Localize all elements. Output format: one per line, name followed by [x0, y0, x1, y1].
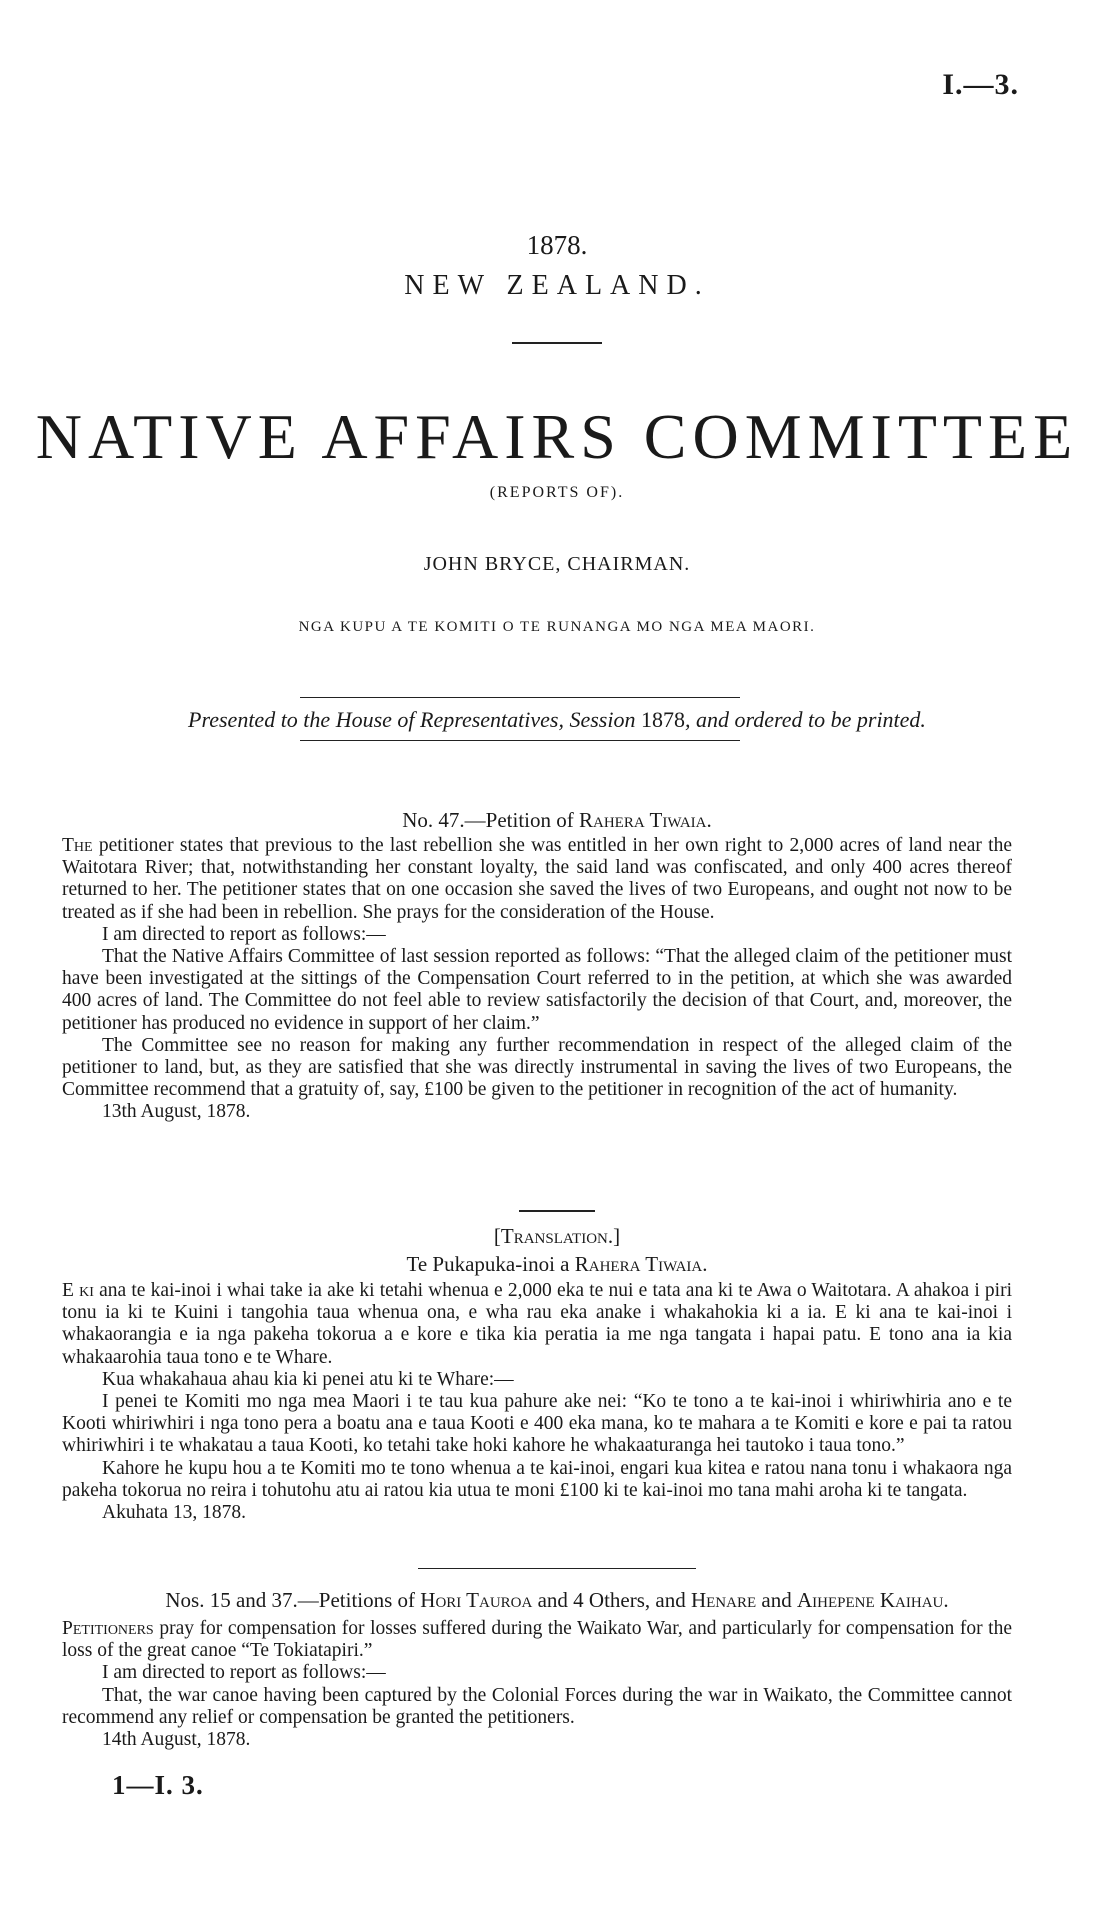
translation-label	[0, 1224, 1114, 1249]
section-divider-1	[519, 1210, 595, 1212]
petition-15-37-body	[62, 1618, 1012, 1751]
translation-body	[62, 1280, 1012, 1524]
presented-line	[0, 707, 1114, 733]
petition-47-paragraph-2: I am directed to report as follows:—	[102, 923, 386, 945]
report-year: 1878.	[526, 230, 588, 260]
document-title: NATIVE AFFAIRS COMMITTEE	[35, 401, 1079, 472]
translation-petitioner-name: Rahera Tiwaia.	[574, 1252, 708, 1276]
petition-15-37-lead-word: Petitioners	[62, 1618, 154, 1639]
translation-lead-word: E ki	[62, 1280, 94, 1301]
petition-47-heading	[0, 808, 1114, 833]
translation-paragraph-4: Kahore he kupu hou a te Komiti mo te tono whenua a te kai-inoi, engari kua kitea e ratou nana tonu i whakaora nga pakeha tokorua no reira i tohutohu atu ai ratou kia utua te moni £100 ki te kai-inoi mo tana mahi aroha ki te tangata.	[62, 1457, 1012, 1501]
translation-date: Akuhata 13, 1878.	[102, 1502, 247, 1524]
translation-paragraph-1	[62, 1280, 1012, 1369]
presented-text-a: Presented to the House of Representatives, Session	[188, 707, 641, 732]
translation-heading	[0, 1252, 1114, 1277]
petition-47-lead-word: The	[62, 835, 93, 856]
translation-heading-text: Te Pukapuka-inoi a	[406, 1252, 575, 1276]
petition-47-petitioner-name: Rahera Tiwaia.	[578, 808, 712, 832]
section-divider-2	[418, 1568, 696, 1569]
petition-15-37-heading-b: and 4 Others, and	[532, 1588, 691, 1612]
maori-title: NGA KUPU A TE KOMITI O TE RUNANGA MO NGA MEA MAORI.	[298, 619, 816, 635]
chairman-line: JOHN BRYCE, CHAIRMAN.	[423, 553, 691, 575]
signature-mark: 1—I. 3.	[112, 1770, 204, 1800]
petition-47-paragraph-4: The Committee see no reason for making any further recommendation in respect of the alleged claim of the petitioner to land, but, as they are satisfied that she was directly instrumental in saving the lives of two Europeans, the Committee recommend that a gratuity of, say, £100 be given to the petitioner in recognition of the act of humanity.	[62, 1034, 1012, 1101]
petition-47-body	[62, 835, 1012, 1124]
petition-15-37-paragraph-3: That, the war canoe having been captured by the Colonial Forces during the war in Waikato, the Committee cannot recommend any relief or compensation be granted the petitioners.	[62, 1684, 1012, 1728]
petition-15-37-date: 14th August, 1878.	[102, 1729, 251, 1751]
petition-15-37-heading-a: Nos. 15 and 37.—Petitions of	[165, 1588, 421, 1612]
petition-47-paragraph-3: That the Native Affairs Committee of last session reported as follows: “That the alleged claim of the petitioner must have been investigated at the sittings of the Compensation Court referred to in the petition, at which she was awarded 400 acres of land. The Committee do not feel able to review satisfactorily the decision of that Court, and, moreover, the petitioner has produced no evidence in support of her claim.”	[62, 946, 1012, 1034]
title-divider-short	[512, 342, 602, 344]
petition-15-37-paragraph-1-text: pray for compensation for losses suffered during the Waikato War, and particularly for compensation for the loss of the great canoe “Te Tokiatapiri.”	[62, 1618, 1012, 1662]
document-subtitle: (REPORTS OF).	[489, 484, 625, 501]
translation-label-text: [Translation.]	[493, 1224, 621, 1248]
petition-47-paragraph-1-text: petitioner states that previous to the last rebellion she was entitled in her own right to 2,000 acres of land near the Waitotara River; that, notwithstanding her constant loyalty, the said land was confiscated, and only 400 acres thereof returned to her. The petitioner states that on one occasion she saved the lives of two Europeans, and ought not now to be treated as if she had been in rebellion. She prays for the consideration of the House.	[62, 835, 1012, 923]
country-heading: NEW ZEALAND.	[404, 270, 710, 301]
translation-paragraph-2: Kua whakahaua ahau kia ki penei atu ki te Whare:—	[102, 1368, 514, 1390]
petition-15-37-heading	[0, 1588, 1114, 1613]
petitioner-name-3: Aihepene Kaihau.	[796, 1588, 949, 1612]
page-reference: I.—3.	[942, 68, 1019, 101]
presented-text-b: , and ordered to be printed.	[684, 707, 926, 732]
petitioner-name-1: Hori Tauroa	[420, 1588, 533, 1612]
petition-15-37-heading-c: and	[756, 1588, 797, 1612]
translation-paragraph-1-text: ana te kai-inoi i whai take ia ake ki tetahi whenua e 2,000 eka te nui e tata ana ki te Awa o Waitotara. A ahakoa i piri tonu ia ki te Kuini i tangohia taua whenua ona, e wha rau eka anake i whakahokia ki a ia. E ki ana te kai-inoi i whakaorangia e ia nga pakeha tokorua a e kore e tika kia peratia ia me nga tangata i hapai patu. E tono ana ia kia whakaarohia taua tono e te Whare.	[62, 1280, 1013, 1368]
petition-47-paragraph-1	[62, 835, 1012, 924]
petitioner-name-2: Henare	[690, 1588, 757, 1612]
petition-15-37-paragraph-2: I am directed to report as follows:—	[102, 1662, 386, 1684]
presented-session-year: 1878	[640, 707, 685, 732]
presented-divider-bottom	[300, 740, 740, 741]
translation-paragraph-3: I penei te Komiti mo nga mea Maori i te tau kua pahure ake nei: “Ko te tono a te kai-inoi i whiriwhiria ano e te Kooti whiriwhiri i nga tono pera a boatu ana e taua Kooti e 400 eka mana, ko te mahara a te Komiti e kore e pai ta ratou whiriwhiri i te whakatau a taua Kooti, ko tetahi take hoki kahore he whakaaturanga hei tautoko i taua tono.”	[62, 1391, 1012, 1457]
petition-47-date: 13th August, 1878.	[102, 1101, 251, 1123]
petition-15-37-paragraph-1	[62, 1618, 1012, 1662]
presented-divider-top	[300, 697, 740, 698]
petition-47-heading-text: No. 47.—Petition of	[402, 808, 579, 832]
